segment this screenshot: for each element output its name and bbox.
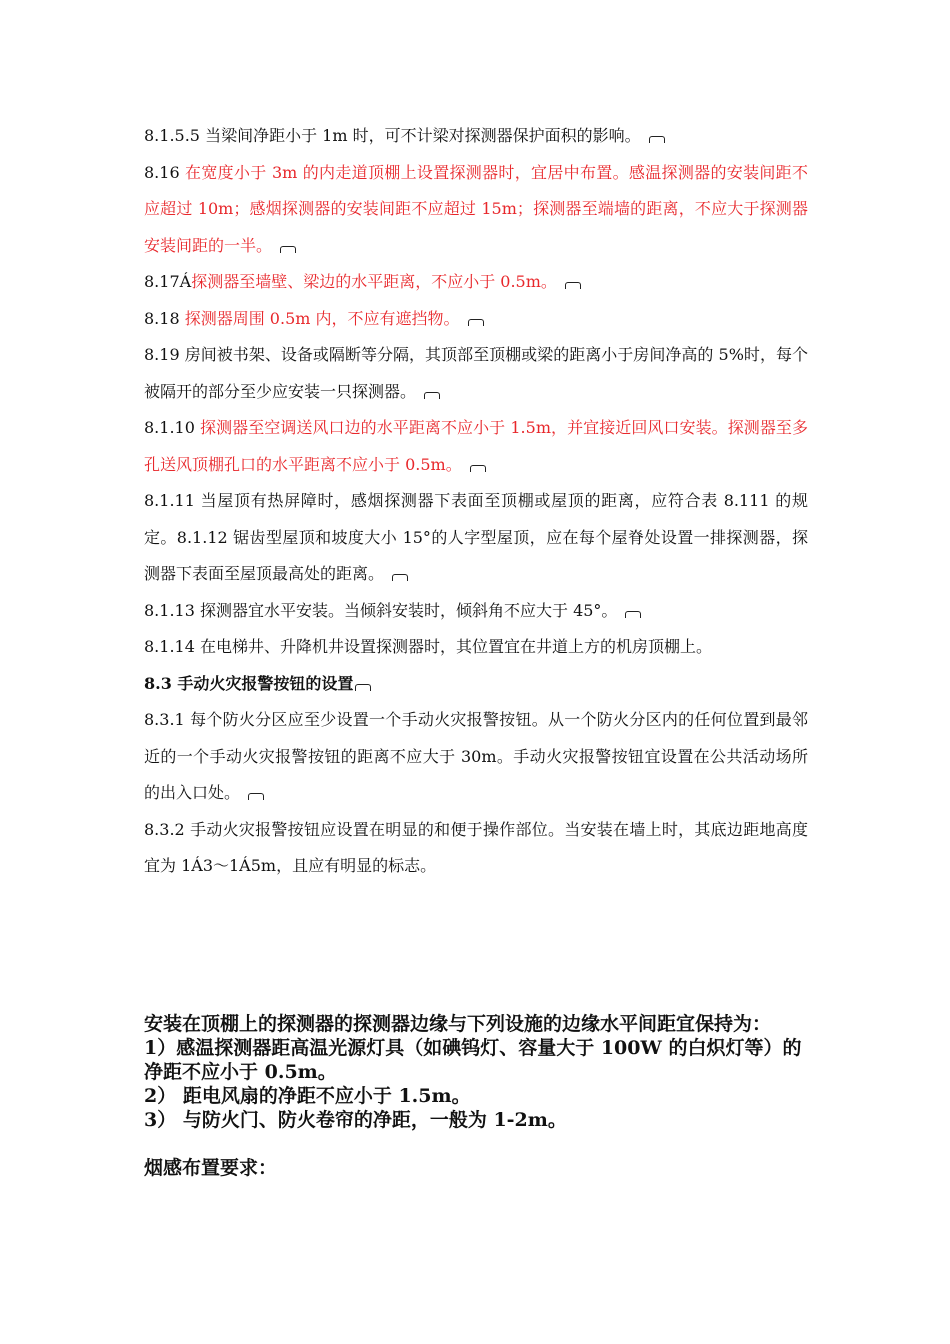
clause-8-1-11 bbox=[144, 483, 808, 593]
paragraph-mark-icon bbox=[625, 611, 641, 618]
clearance-item: 1）感温探测器距高温光源灯具（如碘钨灯、容量大于 100W 的白炽灯等）的净距不应小于 0.5m。 bbox=[144, 1037, 802, 1083]
paragraph-mark-icon bbox=[470, 465, 486, 472]
clause-number: 8.1.13 bbox=[144, 600, 200, 620]
paragraph-mark-icon bbox=[355, 684, 371, 691]
clause-list bbox=[144, 118, 808, 885]
clearance-item: 2） 距电风扇的净距不应小于 1.5m。 bbox=[144, 1085, 471, 1107]
clause-8-16 bbox=[144, 155, 808, 265]
clause-text: 当梁间净距小于 1m 时，可不计梁对探测器保护面积的影响。 bbox=[205, 126, 641, 145]
clause-text: 探测器周围 0.5m 内，不应有遮挡物。 bbox=[184, 308, 460, 328]
clause-number: 8.1.5.5 bbox=[144, 126, 206, 145]
clause-text: 在宽度小于 3m 的内走道顶棚上设置探测器时，宜居中布置。感温探测器的安装间距不应超过 10m；感烟探测器的安装间距不应超过 15m；探测器至端墙的距离，不应大于探测器安装间距的一半。 bbox=[144, 162, 808, 255]
clause-number: 8.16 bbox=[144, 162, 186, 182]
clause-8-18 bbox=[144, 301, 808, 338]
paragraph-mark-icon bbox=[649, 136, 665, 143]
clause-8-17 bbox=[144, 264, 808, 301]
clearance-item: 3） 与防火门、防火卷帘的净距，一般为 1-2m。 bbox=[144, 1109, 567, 1131]
smoke-heading: 烟感布置要求： bbox=[144, 1157, 278, 1179]
clause-number: 8.19 bbox=[144, 345, 185, 364]
paragraph-mark-icon bbox=[248, 793, 264, 800]
clause-number: 8.1.11 bbox=[144, 491, 201, 510]
clause-text: 房间被书架、设备或隔断等分隔，其顶部至顶棚或梁的距离小于房间净高的 5%时，每个被隔开的部分至少应安装一只探测器。 bbox=[144, 345, 808, 401]
paragraph-mark-icon bbox=[424, 392, 440, 399]
clause-number: 8.1.14 bbox=[144, 637, 200, 656]
clause-number: 8.3.2 bbox=[144, 819, 191, 839]
clause-number: 8.3.1 bbox=[144, 710, 191, 729]
clause-8-19 bbox=[144, 337, 808, 410]
clause-text: 当屋顶有热屏障时，感烟探测器下表面至顶棚或屋顶的距离，应符合表 8.111 的规定。8.1.12 锯齿型屋顶和坡度大小 15°的人字型屋顶，应在每个屋脊处设置一排探测器，探测器下表面至屋顶最高处的距离。 bbox=[144, 491, 808, 583]
clause-8-1-5-5 bbox=[144, 118, 808, 155]
clearance-requirements bbox=[144, 1012, 808, 1180]
clearance-intro: 安装在顶棚上的探测器的探测器边缘与下列设施的边缘水平间距宜保持为： bbox=[144, 1013, 772, 1035]
clause-text: 在电梯井、升降机井设置探测器时，其位置宜在井道上方的机房顶棚上。 bbox=[199, 637, 712, 656]
clause-number: 8.1.10 bbox=[144, 418, 201, 437]
clause-text: 手动火灾报警按钮应设置在明显的和便于操作部位。当安装在墙上时，其底边距地高度宜为 1Á3～1Á5m，且应有明显的标志。 bbox=[144, 819, 808, 875]
clause-8-3-2 bbox=[144, 812, 808, 885]
paragraph-mark-icon bbox=[280, 246, 296, 253]
clause-number: 8.17Á bbox=[144, 272, 192, 291]
clause-8-1-13 bbox=[144, 593, 808, 630]
clause-text: 每个防火分区应至少设置一个手动火灾报警按钮。从一个防火分区内的任何位置到最邻近的一个手动火灾报警按钮的距离不应大于 30m。手动火灾报警按钮宜设置在公共活动场所的出入口处。 bbox=[144, 710, 808, 802]
paragraph-mark-icon bbox=[565, 282, 581, 289]
clause-8-1-14 bbox=[144, 629, 808, 666]
paragraph-mark-icon bbox=[468, 319, 484, 326]
clause-text: 探测器至墙壁、梁边的水平距离，不应小于 0.5m。 bbox=[191, 272, 557, 291]
clause-8-3-1 bbox=[144, 702, 808, 812]
clause-text: 探测器宜水平安装。当倾斜安装时，倾斜角不应大于 45°。 bbox=[199, 600, 618, 620]
clause-text: 探测器至空调送风口边的水平距离不应小于 1.5m，并宜接近回风口安装。探测器至多孔送风顶棚孔口的水平距离不应小于 0.5m。 bbox=[144, 418, 808, 474]
paragraph-mark-icon bbox=[392, 574, 408, 581]
clause-number: 8.18 bbox=[144, 308, 185, 328]
clause-8-1-10 bbox=[144, 410, 808, 483]
section-heading: 8.3 手动火灾报警按钮的设置 bbox=[144, 666, 808, 703]
